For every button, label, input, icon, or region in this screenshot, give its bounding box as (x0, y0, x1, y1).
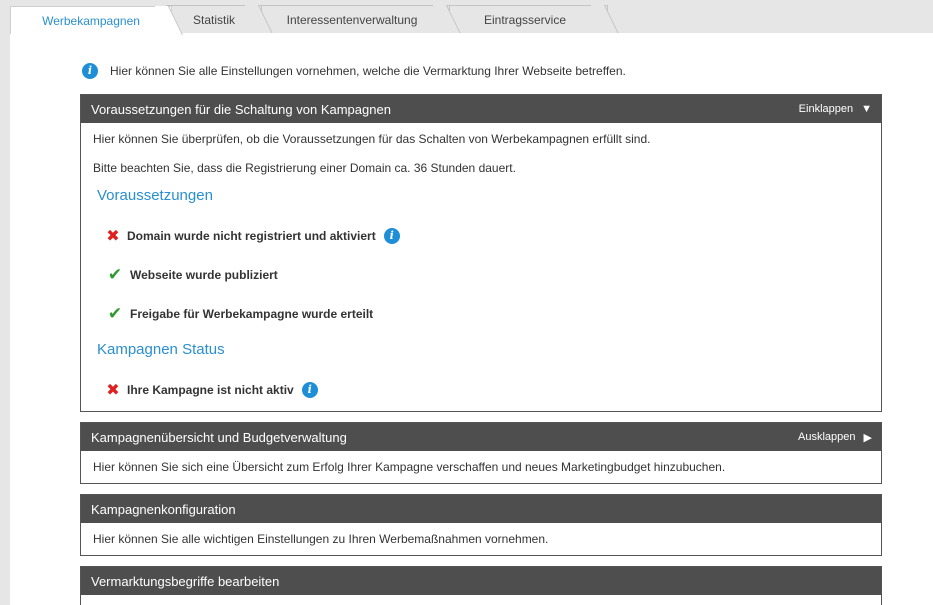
status-text: Ihre Kampagne ist nicht aktiv (127, 383, 294, 397)
section-title: Kampagnenkonfiguration (91, 501, 236, 517)
tab-bar (0, 0, 933, 33)
content-panel (10, 33, 933, 605)
overview-section (80, 422, 882, 484)
requirement-text: Webseite wurde publiziert (130, 268, 278, 282)
requirement-item (105, 304, 373, 324)
section-header[interactable] (81, 495, 881, 523)
requirement-item (105, 265, 278, 285)
info-icon: i (82, 63, 98, 79)
section-title: Vermarktungsbegriffe bearbeiten (91, 573, 280, 589)
section-header (81, 95, 881, 123)
info-icon[interactable]: i (302, 382, 318, 398)
intro-text: Hier können Sie alle Einstellungen vornehmen, welche die Vermarktung Ihrer Webseite betreffen. (110, 64, 626, 78)
tab-werbekampagnen[interactable] (10, 6, 172, 34)
requirement-text: Freigabe für Werbekampagne wurde erteilt (130, 307, 374, 321)
tab-label: Werbekampagnen (42, 13, 140, 28)
section-description: Hier können Sie sich eine Übersicht zum Erfolg Ihrer Kampagne verschaffen und neues Marketingbudget hinzubuchen. (93, 460, 726, 474)
expand-toggle[interactable] (798, 431, 872, 444)
intro-row (82, 63, 626, 79)
section-header[interactable] (81, 567, 881, 595)
requirement-item (103, 226, 400, 246)
green-check-icon: ✔ (107, 265, 123, 284)
config-section (80, 494, 882, 556)
section-title: Voraussetzungen für die Schaltung von Kampagnen (91, 101, 391, 117)
info-icon[interactable]: i (384, 228, 400, 244)
section-title: Kampagnenübersicht und Budgetverwaltung (91, 429, 347, 445)
section-description: Hier können Sie alle wichtigen Einstellungen zu Ihren Werbemaßnahmen vornehmen. (93, 532, 549, 546)
tab-label: Interessentenverwaltung (286, 12, 418, 27)
campaign-status-item (103, 380, 318, 400)
domain-notice: Bitte beachten Sie, dass die Registrierung einer Domain ca. 36 Stunden dauert. (93, 161, 516, 175)
terms-section (80, 566, 882, 605)
triangle-right-icon: ▶ (863, 431, 872, 444)
toggle-label: Einklappen (798, 103, 854, 115)
requirements-heading: Voraussetzungen (97, 187, 213, 204)
tab-eintragsservice[interactable] (442, 5, 608, 33)
tab-label: Eintragsservice (483, 12, 567, 27)
section-header (81, 423, 881, 451)
requirement-text: Domain wurde nicht registriert und aktiviert (127, 229, 376, 243)
campaign-status-heading: Kampagnen Status (97, 341, 225, 358)
red-x-icon: ✖ (106, 228, 120, 245)
prerequisites-section (80, 94, 882, 412)
green-check-icon: ✔ (107, 304, 123, 323)
section-description: Hier können Sie überprüfen, ob die Voraussetzungen für das Schalten von Werbekampagnen erfüllt sind. (93, 132, 651, 146)
triangle-down-icon: ▼ (861, 103, 872, 115)
red-x-icon: ✖ (106, 382, 120, 399)
toggle-label: Ausklappen (798, 431, 856, 443)
tab-label: Statistik (192, 12, 235, 27)
collapse-toggle[interactable] (799, 103, 872, 115)
tab-interessentenverwaltung[interactable] (254, 5, 450, 33)
